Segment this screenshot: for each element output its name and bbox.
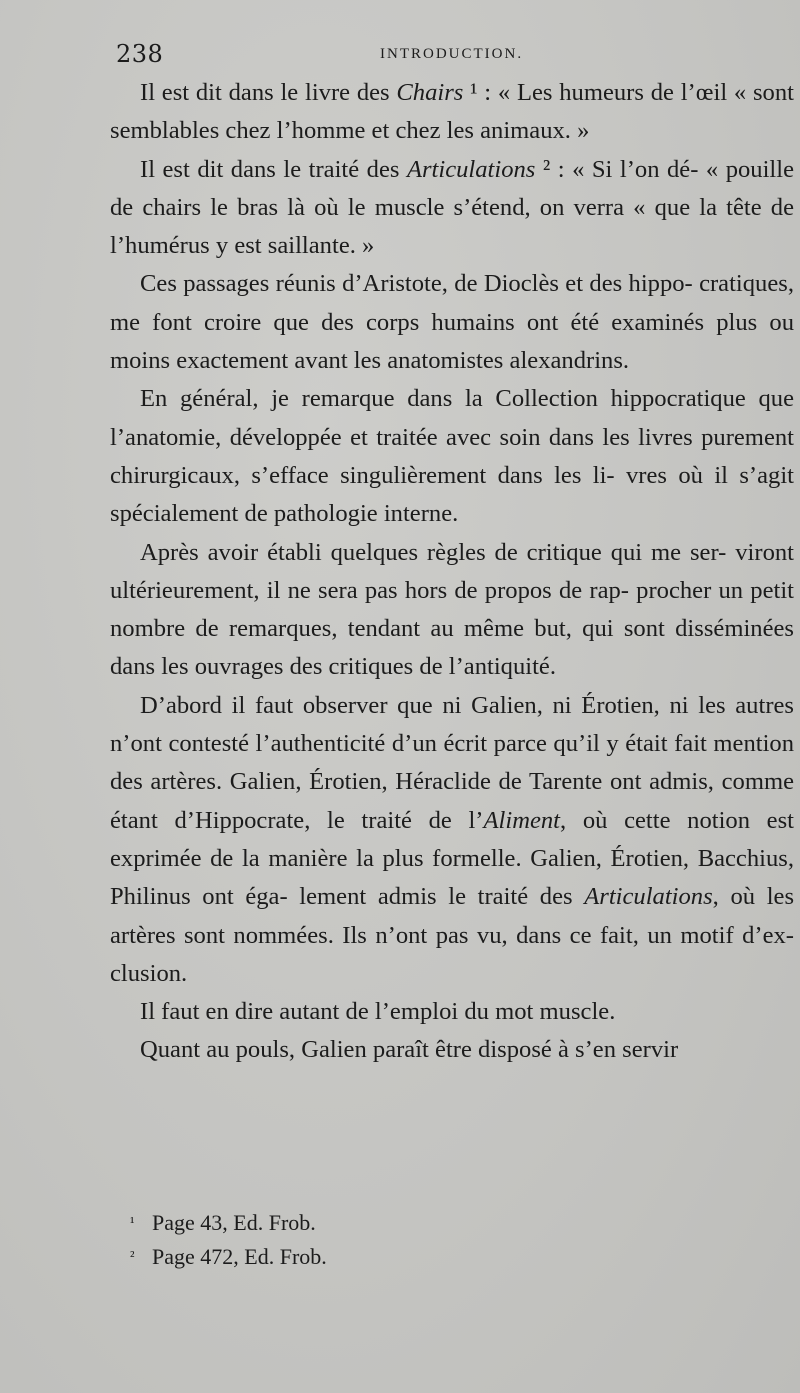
- text-segment: Quant au pouls, Galien paraît être disposé à s’en servir: [140, 1036, 679, 1064]
- paragraph: [110, 265, 794, 380]
- paragraph: [110, 380, 794, 533]
- page-number: 238: [116, 40, 164, 68]
- footnotes: [130, 1206, 730, 1274]
- italic-title: Chairs: [396, 79, 464, 106]
- paragraph: [110, 993, 794, 1031]
- text-segment: Ces passages réunis d’Aristote, de Dioclès et des hippo- cratiques, me font croire que des corps humains ont été examinés plus ou moins exactement avant les anatomistes alexandrins.: [110, 270, 794, 375]
- paragraph: [110, 687, 794, 993]
- paragraph: [110, 74, 794, 151]
- paragraph: [110, 534, 794, 687]
- text-segment: D’abord il faut observer que ni Galien, ni Érotien, ni les autres n’ont contesté l’authenticité d’un écrit parce qu’il y était fait mention des artères. Galien, Érotien, Héraclide de Tarente ont admis, comme étant d’Hippocrate, le traité de l’: [110, 691, 794, 834]
- paragraph: [110, 151, 794, 266]
- main-text: [110, 74, 794, 1070]
- paragraph: [110, 1031, 794, 1069]
- text-segment: ¹ : « Les humeurs de l’œil « sont semblables chez l’homme et chez les animaux. »: [110, 79, 794, 145]
- footnote: [130, 1240, 730, 1274]
- footnote-text: Page 43, Ed. Frob.: [152, 1210, 316, 1235]
- running-head: INTRODUCTION.: [380, 46, 524, 62]
- text-segment: Il est dit dans le traité des: [140, 155, 407, 183]
- footnote: [130, 1206, 730, 1240]
- text-segment: ² : « Si l’on dé- « pouille de chairs le bras là où le muscle s’étend, on verra « que la tête de l’humérus y est saillante. »: [110, 155, 794, 260]
- italic-title: Articulations: [406, 155, 536, 183]
- footnote-text: Page 472, Ed. Frob.: [152, 1244, 327, 1269]
- text-segment: En général, je remarque dans la Collection hippocratique que l’anatomie, développée et traitée avec soin dans les livres purement chirurgicaux, s’efface singulièrement dans les li- vres où il s’agit spécialement de pathologie interne.: [110, 385, 794, 528]
- text-segment: Après avoir établi quelques règles de critique qui me ser- viront ultérieurement, il ne sera pas hors de propos de rap- procher un petit nombre de remarques, tendant au même but, qui sont disséminées dans les ouvrages des critiques de l’antiquité.: [110, 538, 794, 681]
- text-segment: , où cette notion est exprimée de la manière la plus formelle. Galien, Érotien, Bacchius, Philinus ont éga- lement admis le traité des: [110, 806, 794, 911]
- text-segment: Il faut en dire autant de l’emploi du mot muscle.: [140, 998, 616, 1026]
- text-segment: , où les artères sont nommées. Ils n’ont pas vu, dans ce fait, un motif d’ex- clusion.: [110, 883, 795, 987]
- footnote-mark: ¹: [130, 1215, 135, 1231]
- italic-title: Articulations: [584, 883, 713, 911]
- page-header: [112, 38, 792, 72]
- italic-title: Aliment: [483, 806, 561, 834]
- text-segment: Il est dit dans le livre des: [140, 79, 397, 106]
- footnote-mark: ²: [130, 1249, 135, 1265]
